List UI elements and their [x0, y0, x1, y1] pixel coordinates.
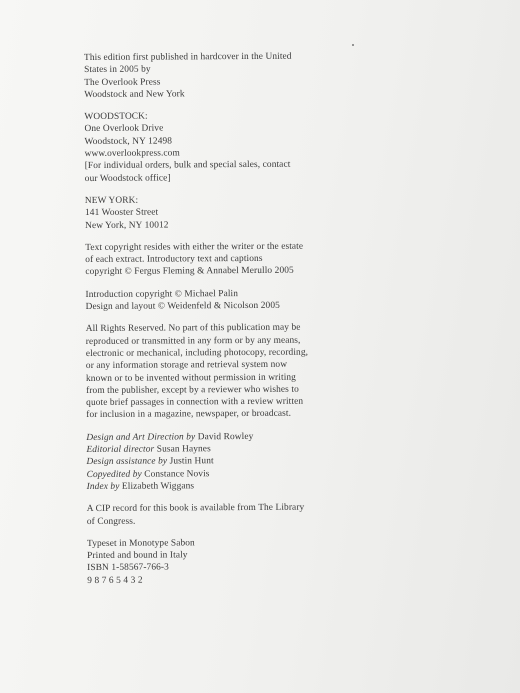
woodstock-line: our Woodstock office]: [84, 173, 171, 184]
credit-role: Design assistance by: [86, 456, 168, 468]
publication-line: The Overlook Press: [84, 77, 161, 88]
new-york-heading: NEW YORK:: [84, 195, 139, 206]
rights-line: All Rights Reserved. No part of this publication may be: [85, 323, 301, 335]
text-copyright-line: of each extract. Introductory text and captions: [85, 254, 263, 266]
woodstock-address: [84, 110, 344, 185]
cip-paragraph: [87, 502, 347, 528]
publication-paragraph: [84, 50, 344, 101]
design-copyright: Design and layout © Weidenfeld & Nicolson 2005: [85, 300, 280, 313]
printing-paragraph: [87, 536, 347, 587]
woodstock-line: [For individual orders, bulk and special sales, contact: [84, 160, 291, 172]
rights-line: or any information storage and retrieval system now: [85, 359, 288, 372]
printed-line: Printed and bound in Italy: [87, 550, 188, 562]
new-york-line: New York, NY 10012: [85, 220, 169, 231]
credit-name: Constance Novis: [144, 468, 210, 480]
rights-line: known or to be invented without permission in writing: [85, 372, 296, 384]
publication-line: States in 2005 by: [84, 64, 151, 76]
other-copyright-paragraph: [85, 287, 345, 313]
cip-line: of Congress.: [86, 516, 136, 527]
paper-speck: [352, 44, 354, 46]
rights-paragraph: [86, 322, 347, 422]
isbn-line: ISBN 1-58567-766-3: [87, 562, 169, 574]
printing-number-line: 9 8 7 6 5 4 3 2: [87, 575, 143, 586]
woodstock-heading: WOODSTOCK:: [84, 111, 148, 123]
text-copyright-line: Text copyright resides with either the writer or the estate: [85, 241, 304, 253]
publication-line: Woodstock and New York: [84, 89, 185, 100]
new-york-line: 141 Wooster Street: [84, 207, 159, 219]
credit-name: Elizabeth Wiggans: [121, 481, 195, 492]
publisher-website: www.overlookpress.com: [84, 148, 180, 160]
new-york-address: [85, 193, 345, 231]
credit-name: Justin Hunt: [169, 456, 214, 467]
credit-role: Design and Art Direction by: [86, 432, 196, 443]
copyright-text-block: [84, 50, 347, 597]
rights-line: for inclusion in a magazine, newspaper, or broadcast.: [86, 409, 292, 421]
introduction-copyright: Introduction copyright © Michael Palin: [85, 288, 239, 300]
credit-role: Index by: [86, 481, 120, 492]
rights-line: reproduced or transmitted in any form or by any means,: [85, 335, 301, 347]
woodstock-line: Woodstock, NY 12498: [84, 136, 173, 147]
cip-line: A CIP record for this book is available from The Library: [86, 502, 305, 515]
rights-line: from the publisher, except by a reviewer who wishes to: [86, 384, 299, 396]
credits-paragraph: [86, 430, 346, 493]
text-copyright-line: copyright © Fergus Fleming & Annabel Merullo 2005: [85, 266, 294, 278]
credit-line: [87, 479, 347, 493]
rights-line: quote brief passages in connection with a review written: [86, 396, 304, 409]
woodstock-line: One Overlook Drive: [84, 124, 164, 135]
credit-name: David Rowley: [197, 431, 254, 443]
publication-line: This edition first published in hardcover in the United: [84, 51, 292, 63]
rights-line: electronic or mechanical, including photocopy, recording,: [85, 347, 309, 359]
credit-role: Editorial director: [86, 444, 155, 456]
credit-name: Susan Haynes: [156, 444, 211, 455]
text-copyright-paragraph: [85, 240, 345, 278]
typeset-line: Typeset in Monotype Sabon: [86, 538, 195, 549]
credit-role: Copyedited by: [86, 469, 142, 480]
